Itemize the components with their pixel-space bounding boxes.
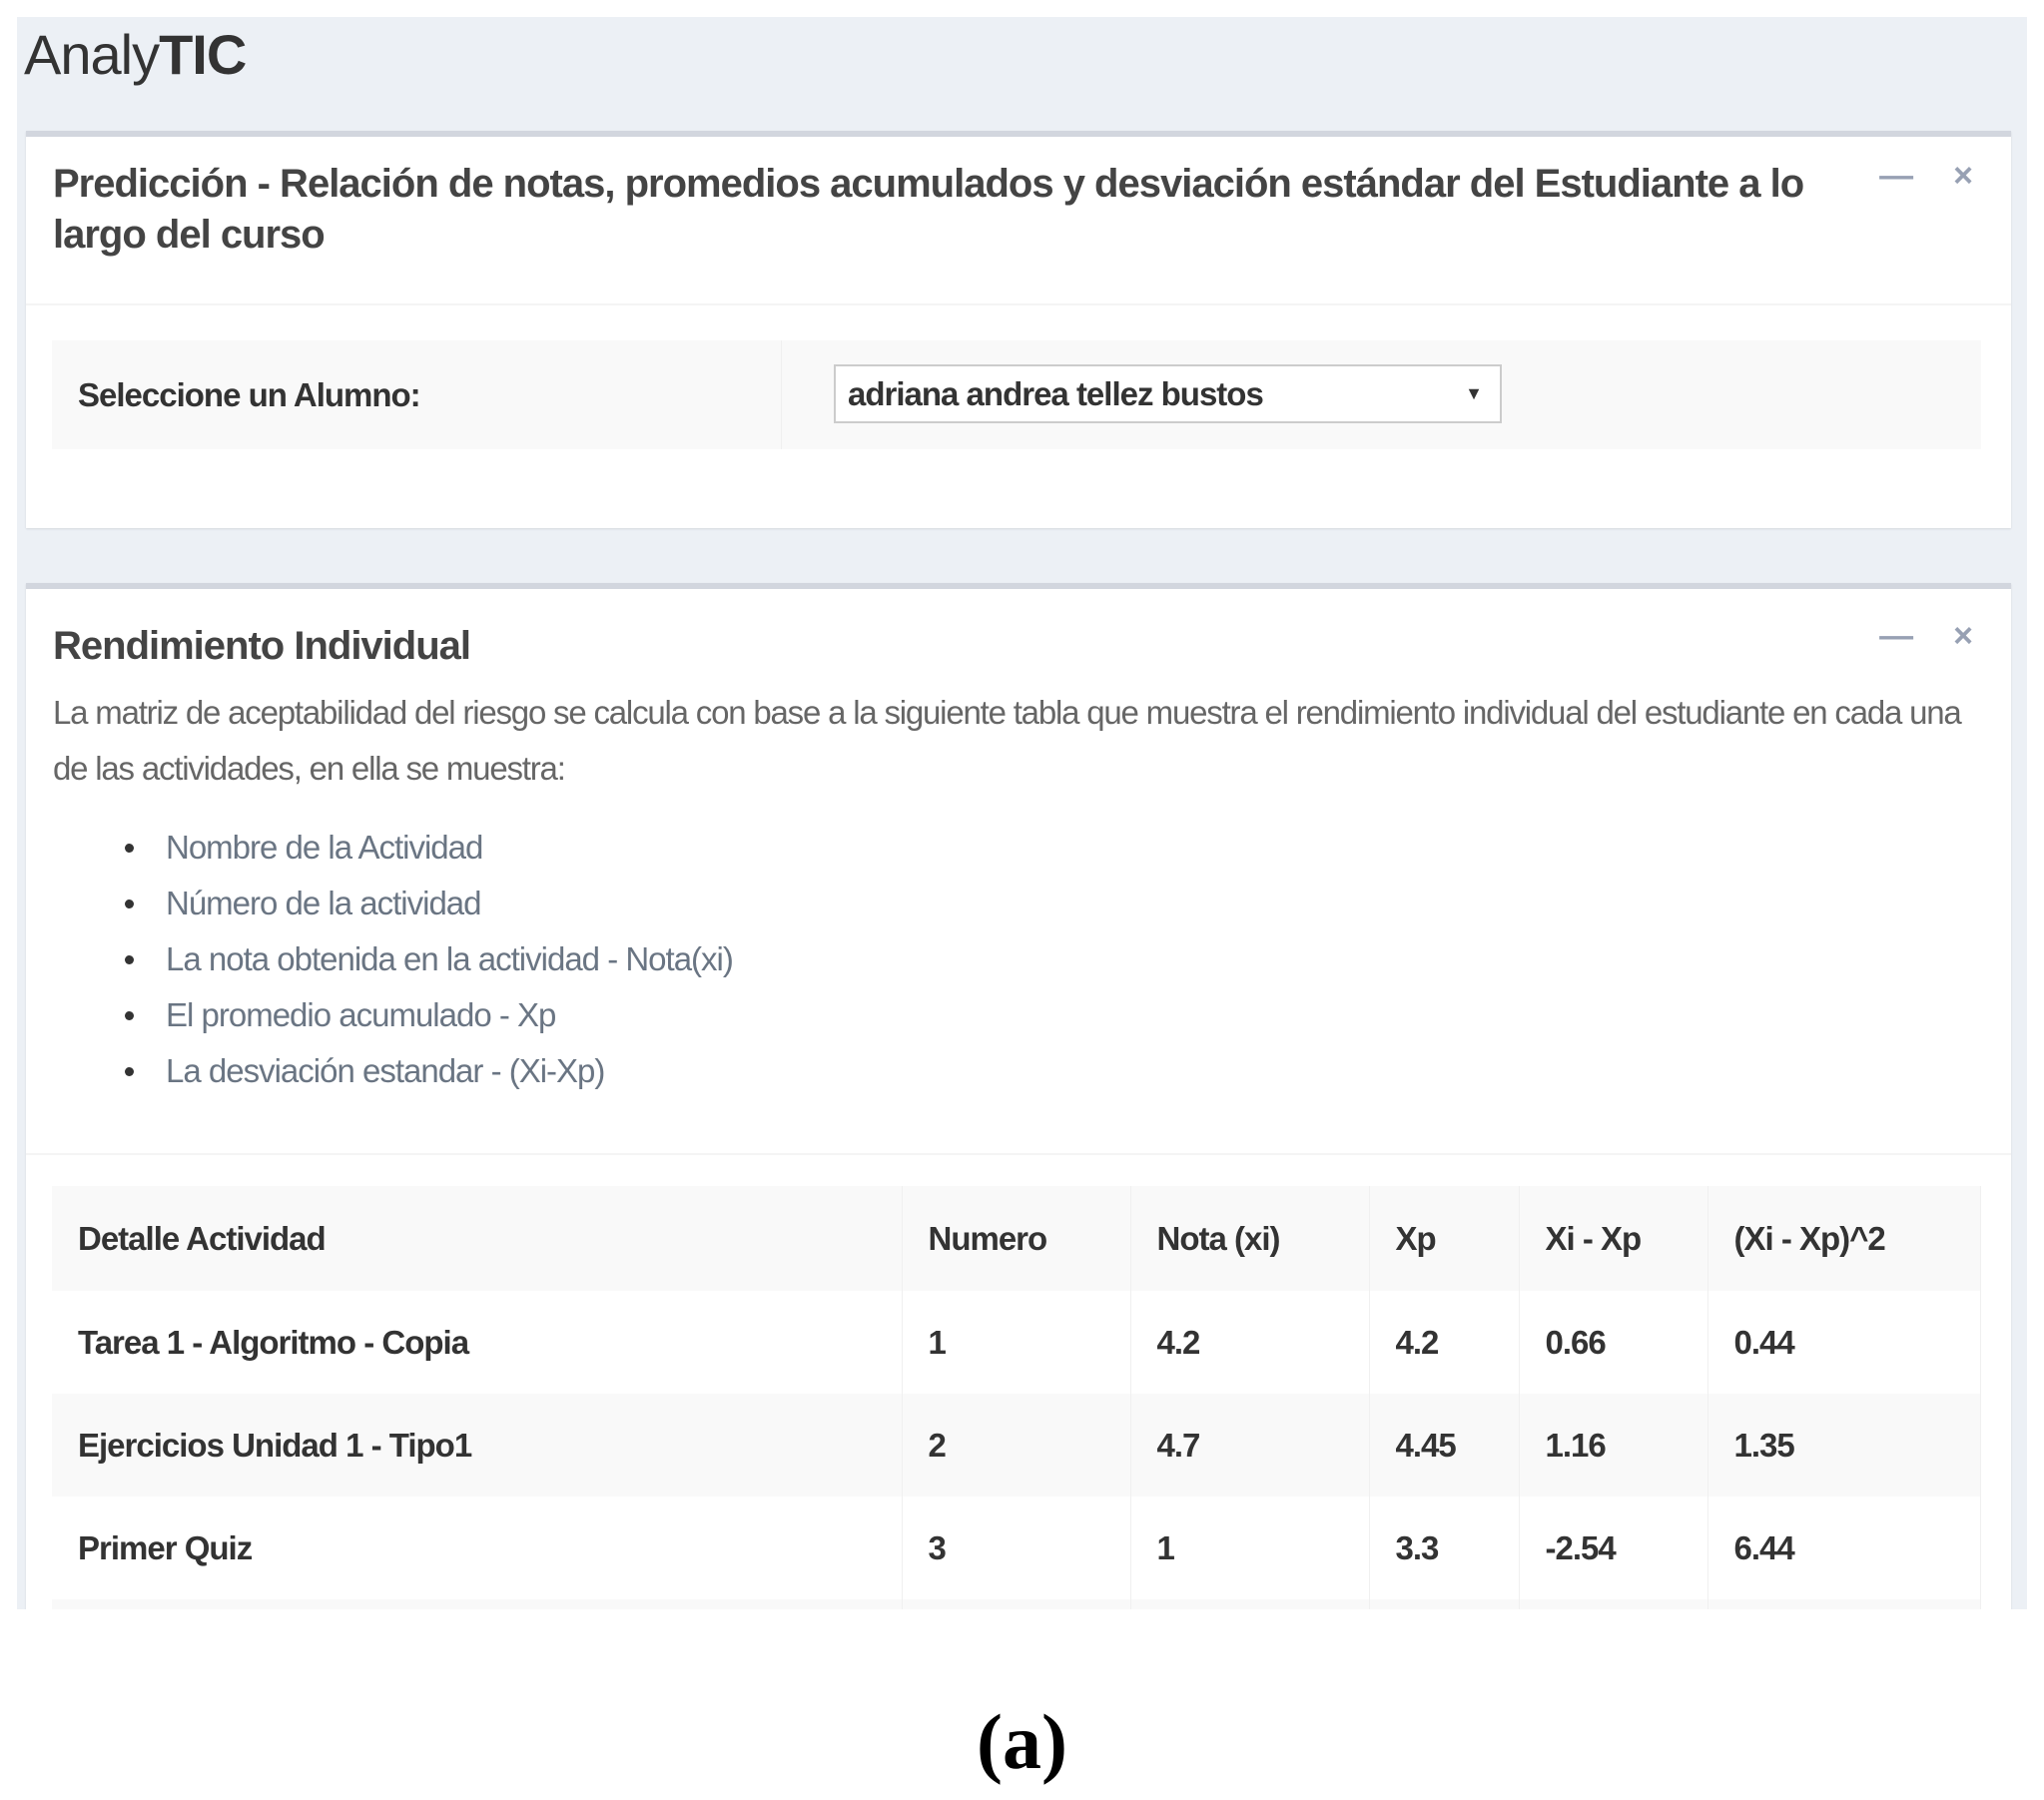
cell: 2	[902, 1394, 1130, 1497]
list-item-text: La nota obtenida en la actividad - Nota(xi)	[166, 940, 733, 977]
minus-icon[interactable]: —	[1879, 617, 1914, 655]
list-item	[120, 987, 733, 1043]
student-select-label: Seleccione un Alumno:	[52, 340, 782, 449]
table-row	[52, 1497, 1981, 1599]
student-select-row	[52, 340, 1981, 449]
metrics-list	[120, 820, 733, 1099]
cell: Ejercicios Unidad 1 - Tipo1	[52, 1394, 902, 1497]
box-tools	[1879, 157, 1973, 196]
table-row	[52, 1291, 1981, 1394]
table-header-row	[52, 1186, 1981, 1291]
student-select-value: adriana andrea tellez bustos	[848, 374, 1263, 412]
cell: 1	[1130, 1497, 1369, 1599]
table-row	[52, 1394, 1981, 1497]
times-icon[interactable]: ×	[1953, 157, 1973, 195]
list-item	[120, 820, 733, 876]
cell: 1.35	[1707, 1394, 1981, 1497]
list-item-text: El promedio acumulado - Xp	[166, 996, 556, 1033]
minus-icon[interactable]: —	[1879, 157, 1914, 195]
brand-bold: TIC	[159, 23, 247, 86]
list-item-text: Número de la actividad	[166, 885, 481, 921]
figure-caption: (a)	[977, 1698, 1067, 1785]
brand-logo[interactable]	[24, 22, 246, 87]
prediction-box	[26, 131, 2011, 528]
times-icon[interactable]: ×	[1953, 617, 1973, 655]
prediction-box-title: Predicción - Relación de notas, promedios acumulados y desviación estándar del Estudiante a lo largo del curso	[53, 162, 1804, 257]
cell: 6.44	[1707, 1497, 1981, 1599]
brand-light: Analy	[24, 23, 160, 86]
col-header[interactable]: Numero	[902, 1186, 1130, 1291]
cell: 4.2	[1369, 1291, 1519, 1394]
col-header[interactable]: (Xi - Xp)^2	[1707, 1186, 1981, 1291]
performance-box	[26, 583, 2011, 1621]
list-item-text: La desviación estandar - (Xi-Xp)	[166, 1052, 605, 1089]
section-divider	[26, 1153, 2011, 1155]
box-header-divider	[26, 303, 2011, 305]
student-select[interactable]	[834, 364, 1502, 423]
col-header[interactable]: Detalle Actividad	[52, 1186, 902, 1291]
caret-down-icon: ▼	[1465, 383, 1482, 403]
col-header[interactable]: Nota (xi)	[1130, 1186, 1369, 1291]
cell: 0.66	[1519, 1291, 1707, 1394]
cell: 3.3	[1369, 1497, 1519, 1599]
box-tools	[1879, 617, 1973, 656]
bullet-icon	[125, 955, 134, 964]
list-item	[120, 1043, 733, 1099]
bullet-icon	[125, 1011, 134, 1020]
cell: 3	[902, 1497, 1130, 1599]
col-header[interactable]: Xp	[1369, 1186, 1519, 1291]
performance-box-title: Rendimiento Individual	[53, 624, 471, 668]
cell: -2.54	[1519, 1497, 1707, 1599]
bullet-icon	[125, 1067, 134, 1076]
bullet-icon	[125, 844, 134, 853]
cell: 4.7	[1130, 1394, 1369, 1497]
bullet-icon	[125, 900, 134, 908]
cell: Primer Quiz	[52, 1497, 902, 1599]
cell: 4.45	[1369, 1394, 1519, 1497]
cell: Tarea 1 - Algoritmo - Copia	[52, 1291, 902, 1394]
cell: 1.16	[1519, 1394, 1707, 1497]
list-item-text: Nombre de la Actividad	[166, 829, 483, 866]
cell: 1	[902, 1291, 1130, 1394]
col-header[interactable]: Xi - Xp	[1519, 1186, 1707, 1291]
list-item	[120, 931, 733, 987]
cell: 4.2	[1130, 1291, 1369, 1394]
list-item	[120, 876, 733, 931]
cell: 0.44	[1707, 1291, 1981, 1394]
performance-description: La matriz de aceptabilidad del riesgo se calcula con base a la siguiente tabla que muestra el rendimiento individual del estudiante en cada una de las actividades, en ella se muestra:	[53, 694, 1961, 787]
